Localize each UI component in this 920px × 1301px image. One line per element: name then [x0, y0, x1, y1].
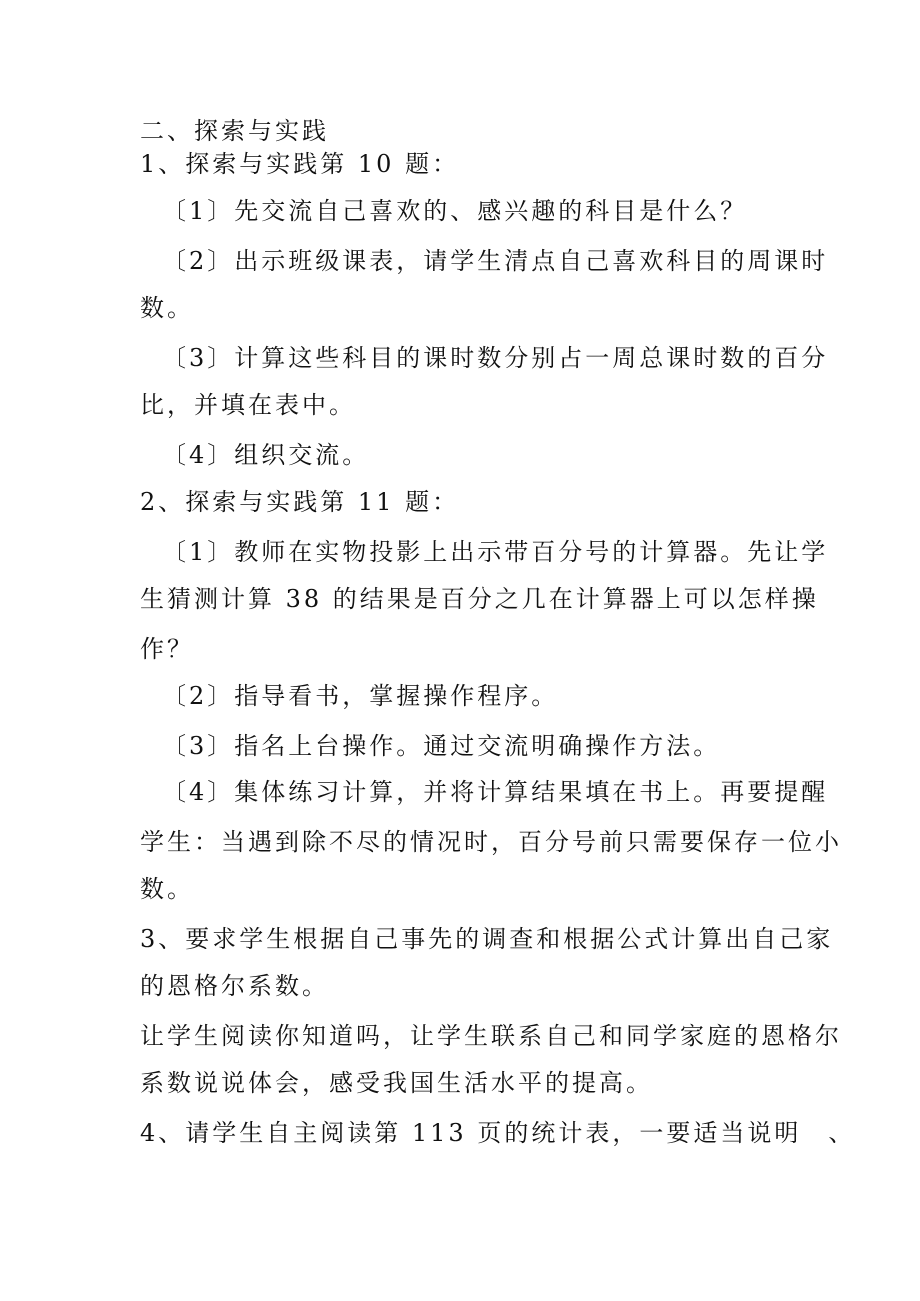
- item-1-step-2-cont: 数。: [140, 294, 194, 322]
- item-1-step-3-cont: 比，并填在表中。: [140, 391, 356, 419]
- item-2-step-4: 〔4〕集体练习计算，并将计算结果填在书上。再要提醒: [162, 778, 829, 806]
- item-1-step-4: 〔4〕组织交流。: [162, 441, 370, 469]
- item-1-step-3: 〔3〕计算这些科目的课时数分别占一周总课时数的百分: [162, 344, 829, 372]
- item-1-step-1: 〔1〕先交流自己喜欢的、感兴趣的科目是什么？: [162, 197, 748, 225]
- section-title: 二、探索与实践: [140, 117, 329, 145]
- item-2-step-4-cont: 学生：当遇到除不尽的情况时，百分号前只需要保存一位小: [140, 828, 842, 856]
- item-3-line-4: 系数说说体会，感受我国生活水平的提高。: [140, 1069, 653, 1097]
- item-1-step-2: 〔2〕出示班级课表，请学生清点自己喜欢科目的周课时: [162, 247, 829, 275]
- item-2-step-1: 〔1〕教师在实物投影上出示带百分号的计算器。先让学: [162, 538, 829, 566]
- item-1-heading: 1、探索与实践第 10 题：: [140, 150, 460, 178]
- item-2-step-2: 〔2〕指导看书，掌握操作程序。: [162, 682, 559, 710]
- item-2-step-3: 〔3〕指名上台操作。通过交流明确操作方法。: [162, 732, 721, 760]
- item-3-line-1: 3、要求学生根据自己事先的调查和根据公式计算出自己家: [140, 925, 834, 953]
- item-2-step-1-cont-2: 作？: [140, 635, 194, 663]
- item-3-line-3: 让学生阅读你知道吗，让学生联系自己和同学家庭的恩格尔: [140, 1022, 842, 1050]
- item-2-step-1-cont: 生猜测计算 38 的结果是百分之几在计算器上可以怎样操: [140, 585, 819, 613]
- item-2-step-4-cont-2: 数。: [140, 875, 194, 903]
- item-3-line-2: 的恩格尔系数。: [140, 972, 329, 1000]
- item-2-heading: 2、探索与实践第 11 题：: [140, 488, 460, 516]
- item-4-line-1: 4、请学生自主阅读第 113 页的统计表，一要适当说明 、: [140, 1119, 856, 1147]
